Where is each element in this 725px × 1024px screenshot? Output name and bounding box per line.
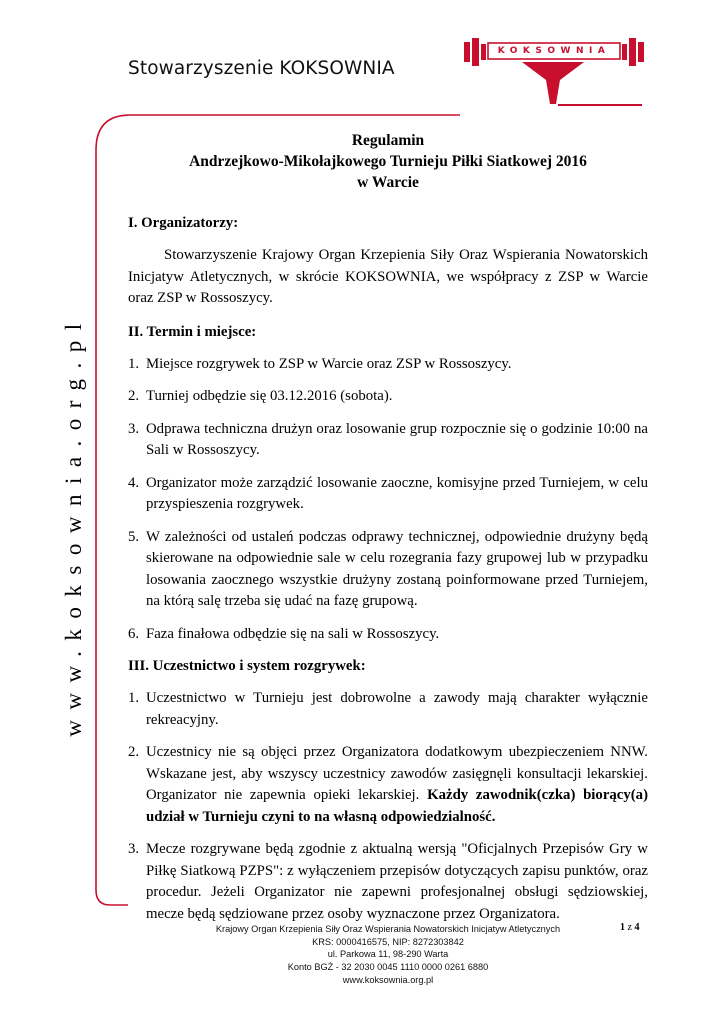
page-footer [128,923,648,987]
list-item: 5. W zależności od ustaleń podczas odprawy technicznej, odpowiednie drużyny będą skierowane na odpowiednie sale w celu rozegrania fazy grupowej lub w przypadku losowania zaocznego wszystkie drużyny zostaną poinformowane przed Turniejem, na którą salę trzeba się udać na fazę grupową. [128,528,648,609]
footer-krs-nip: KRS: 0000416575, NIP: 8272303842 [312,936,464,947]
list-item: 6. Faza finałowa odbędzie się na sali w Rossoszycy. [128,625,440,642]
title-line-3: w Warcie [357,174,419,191]
section-heading-participation: III. Uczestnictwo i system rozgrywek: [128,658,366,674]
footer-address: ul. Parkowa 11, 98-290 Warta [327,949,449,960]
vertical-website-url: www.koksownia.org.pl [61,313,86,737]
participation-list [128,688,648,925]
document-body [128,130,648,936]
title-line-2: Andrzejkowo-Mikołajkowego Turnieju Piłki Siatkowej 2016 [189,153,587,170]
document-title [128,130,648,193]
footer-website: www.koksownia.org.pl [342,974,434,985]
logo-text: KOKSOWNIA [497,46,611,56]
list-item: 3. Odprawa techniczna drużyn oraz losowanie grup rozpocznie się o godzinie 10:00 na Sali w Rossoszycy. [128,420,648,458]
organization-header: Stowarzyszenie KOKSOWNIA [128,58,395,79]
list-item: 1. Uczestnictwo w Turnieju jest dobrowolne a zawody mają charakter wyłącznie rekreacyjny. [128,690,648,728]
title-line-1: Regulamin [351,132,425,149]
page-number: 1 z 4 [620,922,640,933]
list-item: 2. Turniej odbędzie się 03.12.2016 (sobota). [128,388,393,404]
list-item: 4. Organizator może zarządzić losowanie zaoczne, komisyjne przed Turniejem, w celu przyspieszenia rozgrywek. [128,474,648,512]
footer-org-name: Krajowy Organ Krzepienia Siły Oraz Wspierania Nowatorskich Inicjatyw Atletycznych [215,924,561,934]
list-item: 3. Mecze rozgrywane będą zgodnie z aktualną wersją "Oficjalnych Przepisów Gry w Piłkę Siatkową PZPS": z wyłączeniem przepisów dotyczących zapisu punktów, oraz procedur. Jeżeli Organizator nie zapewni profesjonalnej obsługi sędziowskiej, mecze będą sędziowane przez osoby wyznaczone przez Organizatora. [128,841,648,922]
section-heading-date-place: II. Termin i miejsce: [128,323,257,340]
date-place-list [128,354,648,646]
organizers-paragraph: Stowarzyszenie Krajowy Organ Krzepienia Siły Oraz Wspierania Nowatorskich Inicjatyw Atletycznych, w skrócie KOKSOWNIA, we współpracy z ZSP w Warcie oraz ZSP w Rossoszycy. [128,247,648,306]
section-heading-organizers: I. Organizatorzy: [128,215,239,231]
list-item: 2. Uczestnicy nie są objęci przez Organizatora dodatkowym ubezpieczeniem NNW. Wskazane jest, aby wszyscy uczestnicy zawodów zasięgnęli konsultacji lekarskiej. Organizator nie zapewnia opieki lekarskiej. Każdy zawodnik(czka) biorący(a) udział w Turnieju czyni to na własną odpowiedzialność. [128,744,649,825]
responsibility-notice: Każdy zawodnik(czka) biorący(a) udział w Turnieju czyni to na własną odpowiedzialność. [146,787,649,825]
list-item: 1. Miejsce rozgrywek to ZSP w Warcie oraz ZSP w Rossoszycy. [128,355,512,372]
footer-bank-account: Konto BGŻ - 32 2030 0045 1110 0000 0261 6880 [287,962,489,973]
koksownia-logo [462,32,654,112]
